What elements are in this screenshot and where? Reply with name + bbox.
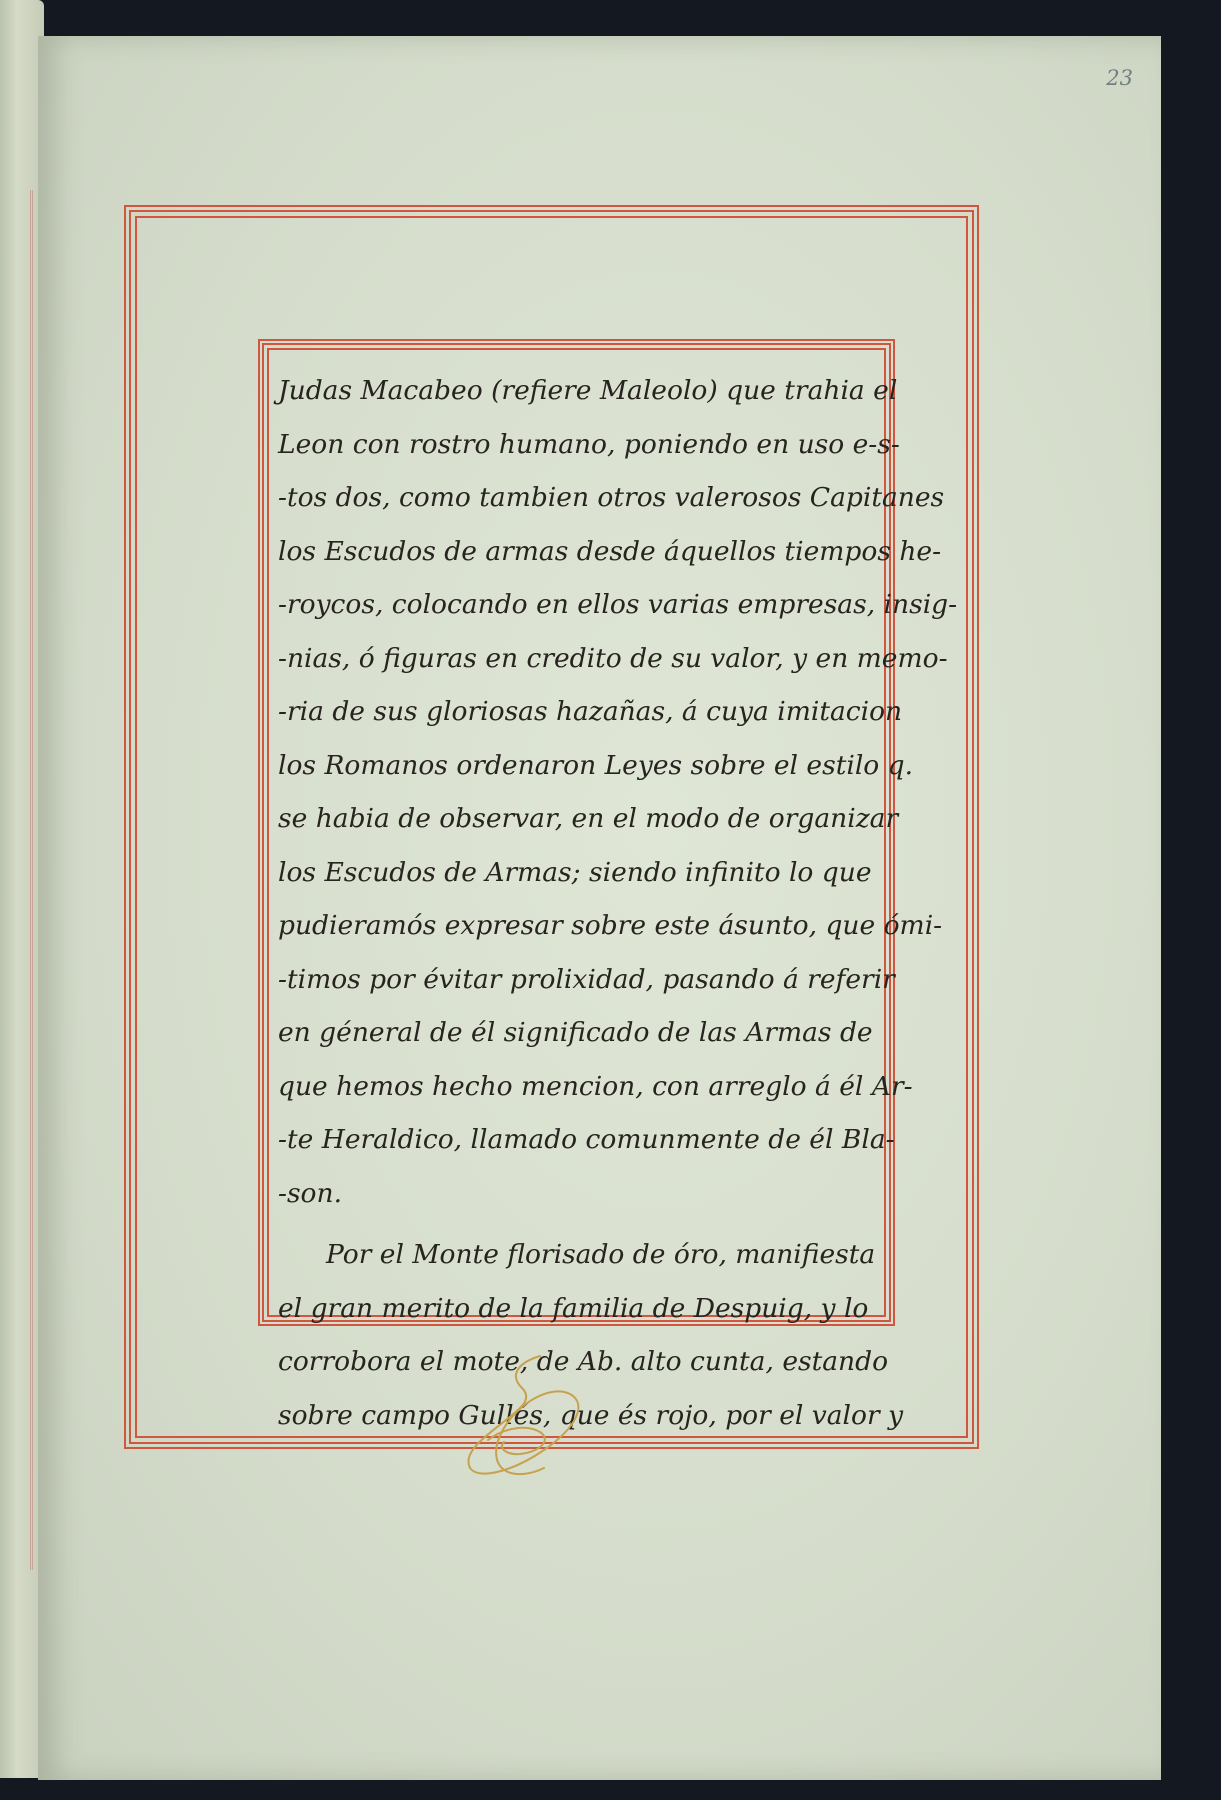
text-line: en géneral de él significado de las Armas de [278,1017,873,1048]
text-line: los Romanos ordenaron Leyes sobre el estilo q. [278,749,914,781]
previous-page-border [0,190,33,1570]
text-line: -ria de sus gloriosas hazañas, á cuya imitacion [278,696,903,727]
text-line: pudieramós expresar sobre este ásunto, que ómi- [278,910,943,941]
text-line: los Escudos de Armas; siendo infinito lo que [278,856,872,888]
catchword-flourish-icon [448,1348,608,1483]
folio-number: 23 [1106,66,1133,90]
text-line: -timos por évitar prolixidad, pasando á referir [278,963,895,995]
text-line: sobre campo Gullés, que és rojo, por el valor y [278,1399,904,1431]
text-line: los Escudos de armas desde áquellos tiempos he- [278,535,942,567]
manuscript-text [278,364,958,1442]
text-line: Leon con rostro humano, poniendo en uso e-s- [278,428,900,460]
text-line: -roycos, colocando en ellos varias empresas, insig- [278,589,958,620]
text-line: -nias, ó figuras en credito de su valor, y en memo- [278,642,948,674]
text-line: -tos dos, como tambien otros valerosos Capitanes [278,482,945,513]
text-line: -son. [278,1177,342,1209]
text-line: el gran merito de la familia de Despuig, y lo [278,1292,869,1324]
text-line: Por el Monte florisado de óro, manifiesta [326,1239,876,1270]
text-line: se habia de observar, en el modo de organizar [278,803,899,834]
paragraph-gap [278,1220,884,1228]
text-line: corrobora el mote, de Ab. alto cunta, estando [278,1346,889,1377]
text-line: Judas Macabeo (refiere Maleolo) que trahia el [278,375,898,406]
text-line: que hemos hecho mencion, con arreglo á él Ar- [278,1070,913,1102]
text-line: -te Heraldico, llamado comunmente de él Bla- [278,1124,895,1155]
